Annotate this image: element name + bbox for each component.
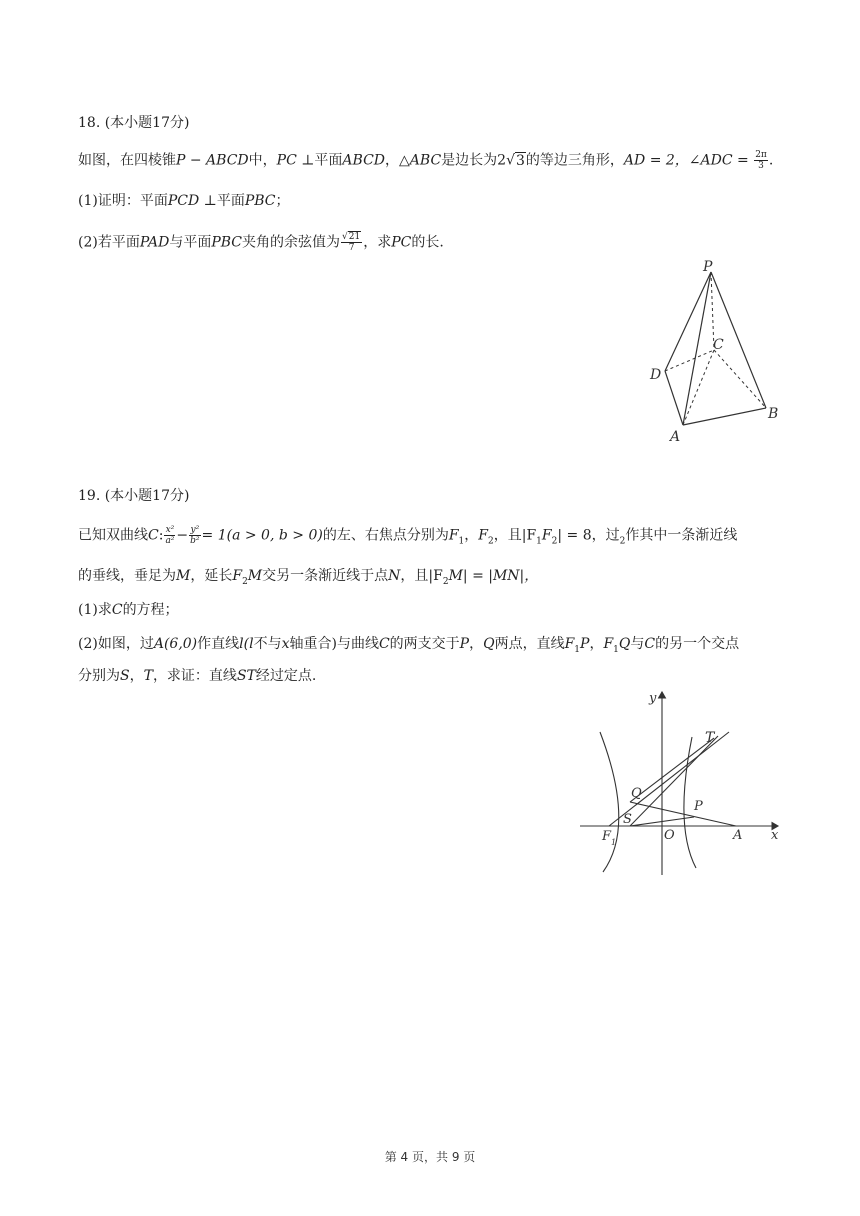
edge-AB [683, 408, 766, 425]
q19-stem-line1: 已知双曲线C: $\frac{\text{x²}}{\text{a²}}$ − $\frac{\text{y²}}{\text{b²}}$ = 1(a > 0, b > 0)的左、右焦点分别为$F_1$，$F_2$，且$|F_1F_2| = 8$，过$_2$作其中一条渐近线 [78, 525, 738, 547]
label-B: B [768, 406, 779, 422]
label-D: D [650, 367, 662, 383]
label-F1 [601, 829, 616, 847]
pyramid-figure [640, 255, 790, 445]
label-C: C [713, 337, 724, 353]
edge-DA [665, 371, 683, 425]
label-S: S [623, 812, 632, 827]
q19-part1: (1)求C的方程； [78, 602, 179, 618]
label-O: O [664, 828, 675, 843]
label-F1-sub: 1 [611, 838, 617, 847]
hyperbola-figure [575, 688, 790, 880]
label-P: P [703, 259, 713, 275]
label-y: y [649, 691, 657, 706]
label-F1-letter: F [602, 829, 612, 844]
line-Q-A [630, 802, 736, 826]
q18-part1: (1)证明：平面PCD ⊥平面PBC； [78, 193, 290, 209]
label-A: A [733, 828, 743, 843]
q19-stem-line2: 的垂线，垂足为M，延长$F_2M$交另一条渐近线于点N，且$|F_2M| = |MN|$， [78, 568, 539, 587]
q19-part2-line2: 分别为S，T，求证：直线ST经过定点. [78, 668, 317, 684]
label-T: T [705, 730, 715, 746]
q18-stem: 如图，在四棱锥P − ABCD中，PC ⊥平面ABCD，△ABC是边长为2√3的等边三角形，AD = 2，∠ADC = $\frac{2\pi}{3}$ . [78, 150, 774, 171]
q19-header: 19. (本小题17分) [78, 488, 190, 504]
edge-PA [683, 272, 711, 425]
q18-header: 18. (本小题17分) [78, 115, 190, 131]
edge-PD [665, 272, 711, 371]
page-footer: 第 4 页，共 9 页 [384, 1150, 476, 1164]
edge-CB [714, 350, 766, 408]
label-Q: Q [631, 786, 642, 801]
q19-part2-line1: (2)如图，过A(6,0)作直线l(l不与x轴重合)与曲线C的两支交于P，Q两点，直线$F_1P$，$F_1Q$与C的另一个交点 [78, 636, 740, 655]
left-branch [600, 732, 619, 872]
label-A: A [670, 429, 681, 445]
label-P: P [694, 799, 703, 814]
label-x: x [771, 828, 779, 843]
q18-part2: (2)若平面PAD与平面PBC夹角的余弦值为 $\frac{√21}{7}$ ，求PC的长. [78, 232, 444, 253]
line-Q-T [630, 738, 714, 802]
